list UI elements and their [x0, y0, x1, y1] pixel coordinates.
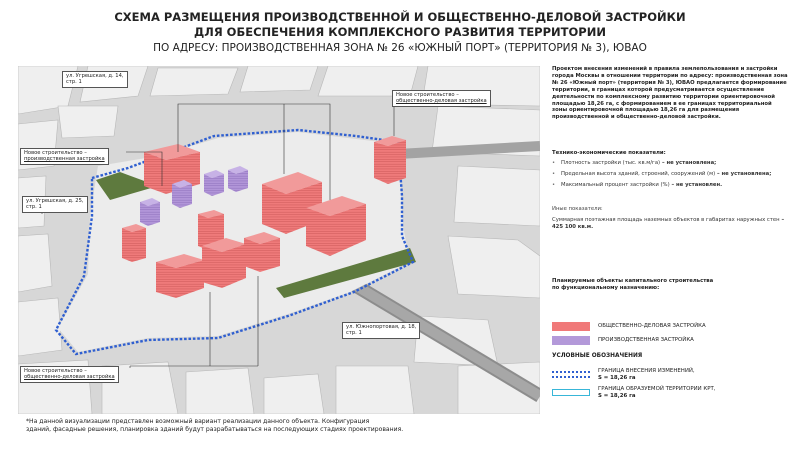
- title-address: ПО АДРЕСУ: ПРОИЗВОДСТВЕННАЯ ЗОНА № 26 «ЮЖНЫЙ ПОРТ» (ТЕРРИТОРИЯ № 3), ЮВАО: [153, 42, 647, 54]
- callout-line: стр. 1: [346, 330, 362, 337]
- title-line-2: ДЛЯ ОБЕСПЕЧЕНИЯ КОМПЛЕКСНОГО РАЗВИТИЯ ТЕРРИТОРИИ: [194, 25, 606, 39]
- map-drawing: [18, 66, 540, 414]
- symbol-boundary: [552, 368, 695, 381]
- callout-new-business-bottom: [20, 366, 119, 383]
- legend-label: ПРОИЗВОДСТВЕННАЯ ЗАСТРОЙКА: [598, 337, 694, 344]
- other-label: Суммарная поэтажная площадь наземных объектов в габаритах наружных стен: [552, 217, 780, 223]
- indicator-row: [552, 171, 788, 178]
- callout-ugreshskaya-25: [22, 196, 88, 213]
- other-text: [552, 217, 788, 231]
- bullet: •: [552, 170, 556, 177]
- callout-line: стр. 1: [66, 79, 82, 86]
- indicator-label: Максимальный процент застройки (%): [561, 181, 670, 188]
- indicator-row: [552, 182, 788, 189]
- swatch-production: [552, 336, 590, 345]
- indicator-value: – не установлена;: [660, 160, 717, 166]
- indicator-row: [552, 160, 788, 167]
- callout-line: ул. Угрешская, д. 25,: [26, 198, 84, 204]
- callout-line: ул. Угрешская, д. 14,: [66, 73, 124, 79]
- symbol-krt: [552, 386, 715, 399]
- bullet: •: [552, 160, 556, 166]
- callout-line: ул. Южнопортовая, д. 18,: [346, 324, 417, 330]
- symbol-line: ГРАНИЦА ВНЕСЕНИЯ ИЗМЕНЕНИЙ,: [598, 368, 695, 374]
- symbol-line: S = 18,26 га: [598, 374, 636, 381]
- other-heading: Иные показатели:: [552, 206, 603, 212]
- planned-heading-2: по функциональному назначению:: [552, 285, 660, 291]
- bullet: •: [552, 181, 556, 188]
- indicator-label: Плотность застройки (тыс. кв.м/га): [561, 160, 661, 166]
- footnote-line-2: зданий, фасадные решения, планировка зданий будут разрабатываться на последующих стадиях проектирования.: [26, 426, 404, 433]
- other-value: – 425 100 кв.м.: [552, 217, 785, 230]
- swatch-business: [552, 322, 590, 331]
- callout-new-production: [20, 148, 109, 165]
- swatch-krt-solid: [552, 389, 590, 396]
- swatch-boundary-dotted: [552, 371, 590, 378]
- callout-line: Новое строительство –: [24, 368, 87, 374]
- page-title: [0, 10, 800, 56]
- footnote: [26, 418, 546, 434]
- symbol-line: S = 18,26 га: [598, 392, 636, 399]
- symbol-line: ГРАНИЦА ОБРАЗУЕМОЙ ТЕРРИТОРИИ КРТ,: [598, 386, 716, 392]
- callout-line: стр. 1: [26, 204, 42, 211]
- title-line-1: СХЕМА РАЗМЕЩЕНИЯ ПРОИЗВОДСТВЕННОЙ И ОБЩЕСТВЕННО-ДЕЛОВОЙ ЗАСТРОЙКИ: [114, 10, 686, 24]
- callout-new-business-top: [392, 90, 491, 107]
- callout-line: общественно-деловая застройка: [396, 98, 487, 105]
- symbols-heading: УСЛОВНЫЕ ОБОЗНАЧЕНИЯ: [552, 353, 643, 359]
- footnote-line-1: *На данной визуализации представлен возможный вариант реализации данного объекта. Конфигурация: [26, 418, 370, 425]
- symbol-text: [598, 386, 715, 399]
- indicator-value: – не установлен.: [669, 181, 723, 188]
- legend-label: ОБЩЕСТВЕННО-ДЕЛОВАЯ ЗАСТРОЙКА: [598, 323, 706, 330]
- intro-text: Проектом внесения изменений в правила землепользования и застройки города Москвы в отношении территории по адресу: производственная зона № 26 «Южный порт» (территория № 3), ЮВАО предлагается формирование территории, в границах которой предусматривается осуществление деятельности по комплексному развитию территории ориентировочной площадью 18,26 га, с формированием в ее границах территориальной зоны ориентировочной площадью 18,26 га для размещения производственной и общественно-деловой застройки.: [552, 66, 788, 121]
- callout-line: Новое строительство –: [24, 150, 87, 156]
- legend-business: [552, 322, 706, 331]
- callout-line: производственная застройка: [24, 156, 105, 163]
- tep-heading: Технико-экономические показатели:: [552, 150, 666, 156]
- callout-yuzhnoportovaya: [342, 322, 420, 339]
- callout-ugreshskaya-14: [62, 71, 128, 88]
- indicator-label: Предельная высота зданий, строений, сооружений (м): [561, 170, 716, 177]
- callout-line: общественно-деловая застройка: [24, 374, 115, 381]
- legend-production: [552, 336, 694, 345]
- site-map: [18, 66, 540, 414]
- indicator-value: – не установлена;: [715, 170, 772, 177]
- symbol-text: [598, 368, 695, 381]
- indicators-list: [552, 160, 788, 189]
- callout-line: Новое строительство –: [396, 92, 459, 98]
- planned-heading-1: Планируемые объекты капитального строительства: [552, 278, 714, 284]
